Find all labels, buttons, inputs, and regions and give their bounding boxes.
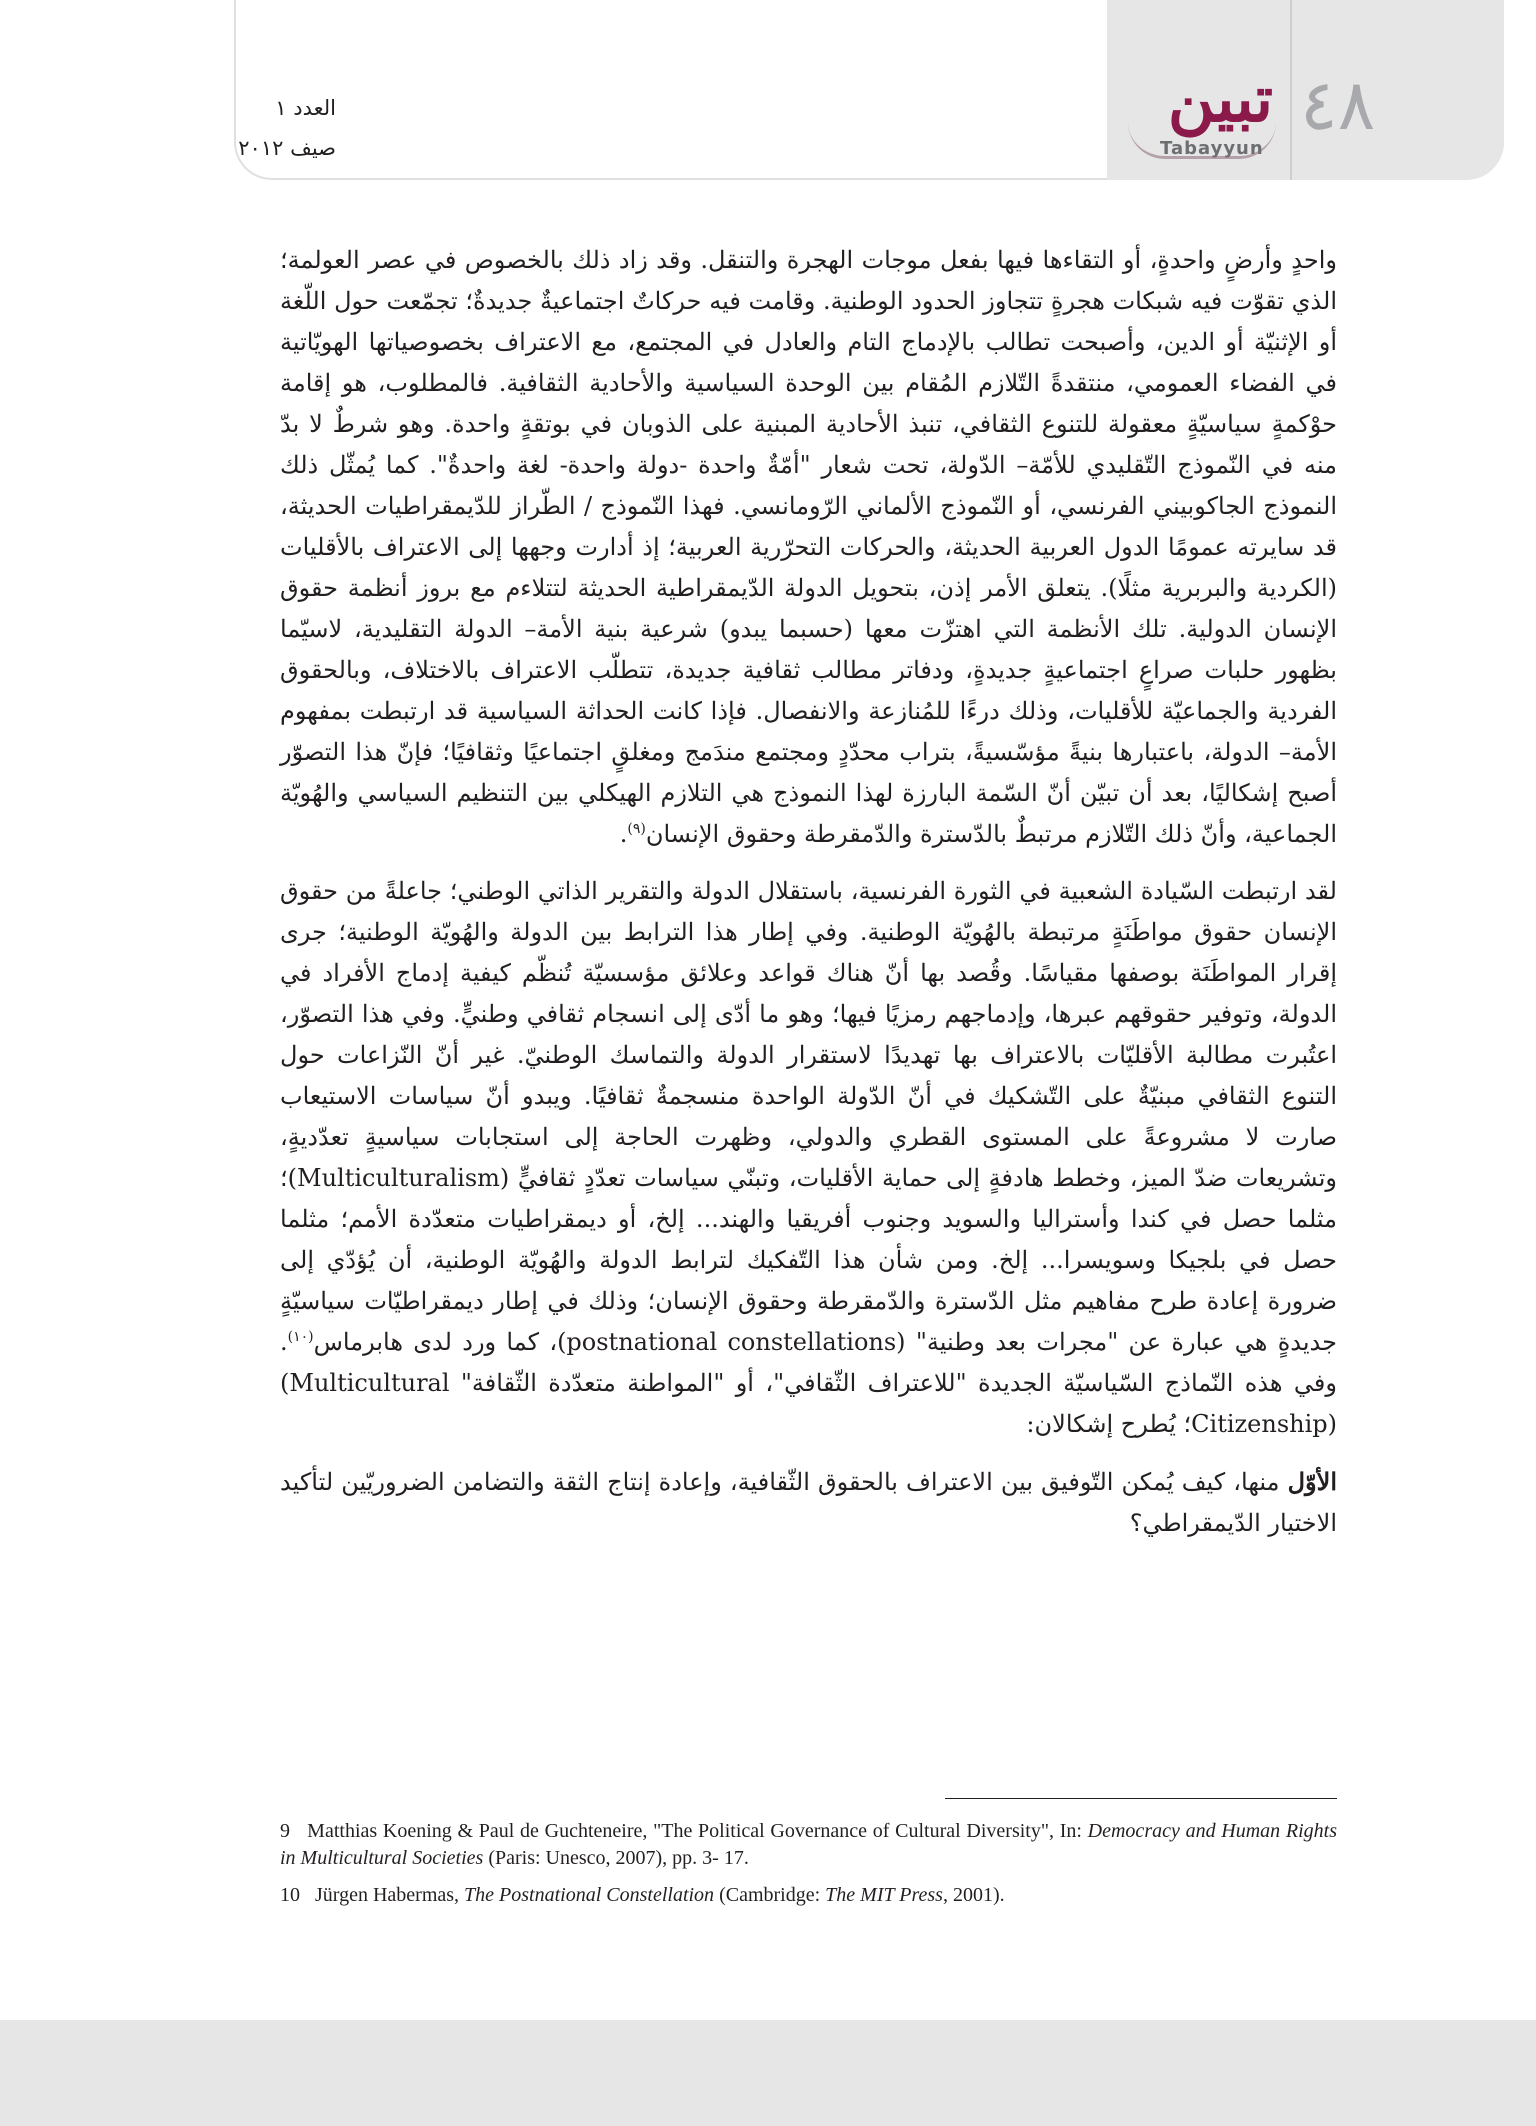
footnote-10-number: 10	[280, 1884, 300, 1906]
paragraph-2-part-e: ؛ يُطرح إشكالان:	[1026, 1410, 1192, 1438]
paragraph-2-part-b: ؛ مثلما حصل في كندا وأستراليا والسويد وجنوب أفريقيا والهند... إلخ، أو ديمقراطيات متعدّدة الأمم؛ مثلما حصل في بلجيكا وسويسرا... إلخ. ومن شأن هذا التّفكيك لترابط الدولة والهُويّة الوطنية، أن يُؤدّي إلى ضرورة إعادة طرح مفاهيم مثل الدّسترة والدّمقرطة وحقوق الإنسان؛ وذلك في إطار ديمقراطيّات سياسيّةٍ جديدةٍ هي عبارة عن "مجرات بعد وطنية"	[280, 1164, 1337, 1356]
paragraph-1-text: واحدٍ وأرضٍ واحدةٍ، أو التقاءها فيها بفعل موجات الهجرة والتنقل. وقد زاد ذلك بالخصوص في عصر العولمة؛ الذي تقوّت فيه شبكات هجرةٍ تتجاوز الحدود الوطنية. وقامت فيه حركاتٌ اجتماعيةٌ جديدةٌ؛ تجمّعت حول اللّغة أو الإثنيّة أو الدين، وأصبحت تطالب بالإدماج التام والعادل في المجتمع، مع الاعتراف بخصوصياتها الهويّاتية في الفضاء العمومي، منتقدةً التّلازم المُقام بين الوحدة السياسية والأحادية الثقافية. فالمطلوب، هو إقامة حوْكمةٍ سياسيّةٍ معقولة للتنوع الثقافي، تنبذ الأحادية المبنية على الذوبان في بوتقةٍ واحدة. وهو شرطٌ لا بدّ منه في النّموذج التّقليدي للأمّة– الدّولة، تحت شعار "أمّةٌ واحدة -دولة واحدة- لغة واحدةٌ". كما يُمثّل ذلك النموذج الجاكوبيني الفرنسي، أو النّموذج الألماني الرّومانسي. فهذا النّموذج / الطّراز للدّيمقراطيات الحديثة، قد سايرته عمومًا الدول العربية الحديثة، والحركات التحرّرية العربية؛ إذ أدارت وجهها إلى الاعتراف بالأقليات (الكردية والبربرية مثلًا). يتعلق الأمر إذن، بتحويل الدولة الدّيمقراطية الحديثة لتتلاءم مع بروز أنظمة حقوق الإنسان الدولية. تلك الأنظمة التي اهتزّت معها (حسبما يبدو) شرعية بنية الأمة– الدولة التقليدية، لاسيّما بظهور حلبات صراعٍ اجتماعيةٍ جديدةٍ، ودفاتر مطالب ثقافية جديدة، تتطلّب الاعتراف بالاختلاف، وبالحقوق الفردية والجماعيّة للأقليات، وذلك درءًا للمُنازعة والانفصال. فإذا كانت الحداثة السياسية قد ارتبطت بمفهوم الأمة– الدولة، باعتبارها بنيةً مؤسّسيةً، بتراب محدّدٍ ومجتمع مندَمج ومغلقٍ اجتماعيًا وثقافيًا؛ فإنّ هذا التصوّر أصبح إشكاليًا، بعد أن تبيّن أنّ السّمة البارزة لهذا النموذج هي التلازم الهيكلي بين التنظيم السياسي والهُويّة الجماعية، وأنّ ذلك التّلازم مرتبطٌ بالدّسترة والدّمقرطة وحقوق الإنسان	[280, 246, 1337, 848]
term-multicultural-citizenship: (Multicultural Citizenship)	[280, 1369, 1337, 1438]
footnote-9-number: 9	[280, 1820, 290, 1842]
footnotes	[280, 1818, 1337, 1919]
issue-info	[238, 88, 336, 168]
footnote-10-author: Jürgen Habermas,	[315, 1884, 465, 1906]
footer-band	[0, 2020, 1536, 2126]
term-postnational-constellations: (postnational constellations)	[557, 1328, 906, 1356]
article-body	[280, 240, 1337, 1544]
logo-latin-text: Tabayyun	[1160, 138, 1264, 159]
footnote-10-book-title: The Postnational Constellation	[464, 1884, 715, 1906]
footnote-10	[280, 1882, 1337, 1909]
paragraph-2-part-a: لقد ارتبطت السّيادة الشعبية في الثورة الفرنسية، باستقلال الدولة والتقرير الذاتي الوطني؛ جاعلةً من حقوق الإنسان حقوق مواطَنَةٍ مرتبطة بالهُويّة الوطنية. وفي إطار هذا الترابط بين الدولة والهُويّة الوطنية؛ جرى إقرار المواطَنَة بوصفها مقياسًا. وقُصد بها أنّ هناك قواعد وعلائق مؤسسيّة تُنظّم كيفية إدماج الأفراد في الدولة، وتوفير حقوقهم عبرها، وإدماجهم رمزيًا فيها؛ وهو ما أدّى إلى انسجام ثقافي وطنيٍّ. وفي هذا التصوّر، اعتُبرت مطالبة الأقليّات بالاعتراف بها تهديدًا لاستقرار الدولة والتماسك الوطنيّ. غير أنّ النّزاعات حول التنوع الثقافي مبنيّةٌ على التّشكيك في أنّ الدّولة الواحدة منسجمةٌ ثقافيًا. ويبدو أنّ سياسات الاستيعاب صارت لا مشروعةً على المستوى القطري والدولي، وظهرت الحاجة إلى استجابات سياسيةٍ تعدّديةٍ، وتشريعات ضدّ الميز، وخطط هادفةٍ إلى حماية الأقليات، وتبنّي سياسات تعدّدٍ ثقافيٍّ	[280, 877, 1338, 1192]
page-number: ٤٨	[1300, 64, 1376, 146]
footnote-ref-10[interactable]: (١٠)	[287, 1329, 314, 1345]
logo-arabic-text: تبين	[1167, 62, 1273, 137]
paragraph-2-part-d: . وفي هذه النّماذج السّياسيّة الجديدة "للاعتراف الثّقافي"، أو "المواطنة متعدّدة الثّقافة"	[280, 1328, 1337, 1397]
paragraph-3-text: منها، كيف يُمكن التّوفيق بين الاعتراف بالحقوق الثّقافية، وإعادة إنتاج الثقة والتضامن الضروريّين لتأكيد الاختيار الدّيمقراطي؟	[280, 1468, 1337, 1537]
footnote-10-publisher: The MIT Press	[825, 1884, 943, 1906]
issue-season: صيف ٢٠١٢	[238, 136, 336, 160]
paragraph-2-part-c: ، كما ورد لدى هابرماس	[313, 1328, 558, 1356]
footnote-9-publication: (Paris: Unesco, 2007), pp. 3- 17.	[483, 1847, 749, 1869]
footnote-10-year: , 2001).	[942, 1884, 1005, 1906]
footnote-ref-9[interactable]: (٩)	[627, 821, 646, 837]
issue-number: العدد ١	[275, 96, 336, 120]
paragraph-3	[280, 1461, 1337, 1544]
term-multiculturalism: (Multiculturalism)	[287, 1164, 510, 1192]
paragraph-1	[280, 240, 1337, 855]
paragraph-3-lead: الأوّل	[1287, 1467, 1337, 1496]
footnote-9-book-title: Democracy and Human Rights in Multicultural Societies	[280, 1820, 1338, 1869]
footnote-9-authors: Matthias Koening & Paul de Guchteneire, "The Political Governance of Cultural Diversity", In:	[307, 1820, 1088, 1842]
footnote-10-place: (Cambridge:	[714, 1884, 826, 1906]
footnote-9	[280, 1818, 1337, 1872]
header-divider	[1290, 0, 1292, 180]
tabayyun-logo	[1120, 62, 1285, 165]
footnote-separator	[945, 1798, 1337, 1799]
paragraph-2	[280, 871, 1337, 1445]
paragraph-1-end: .	[619, 820, 628, 848]
